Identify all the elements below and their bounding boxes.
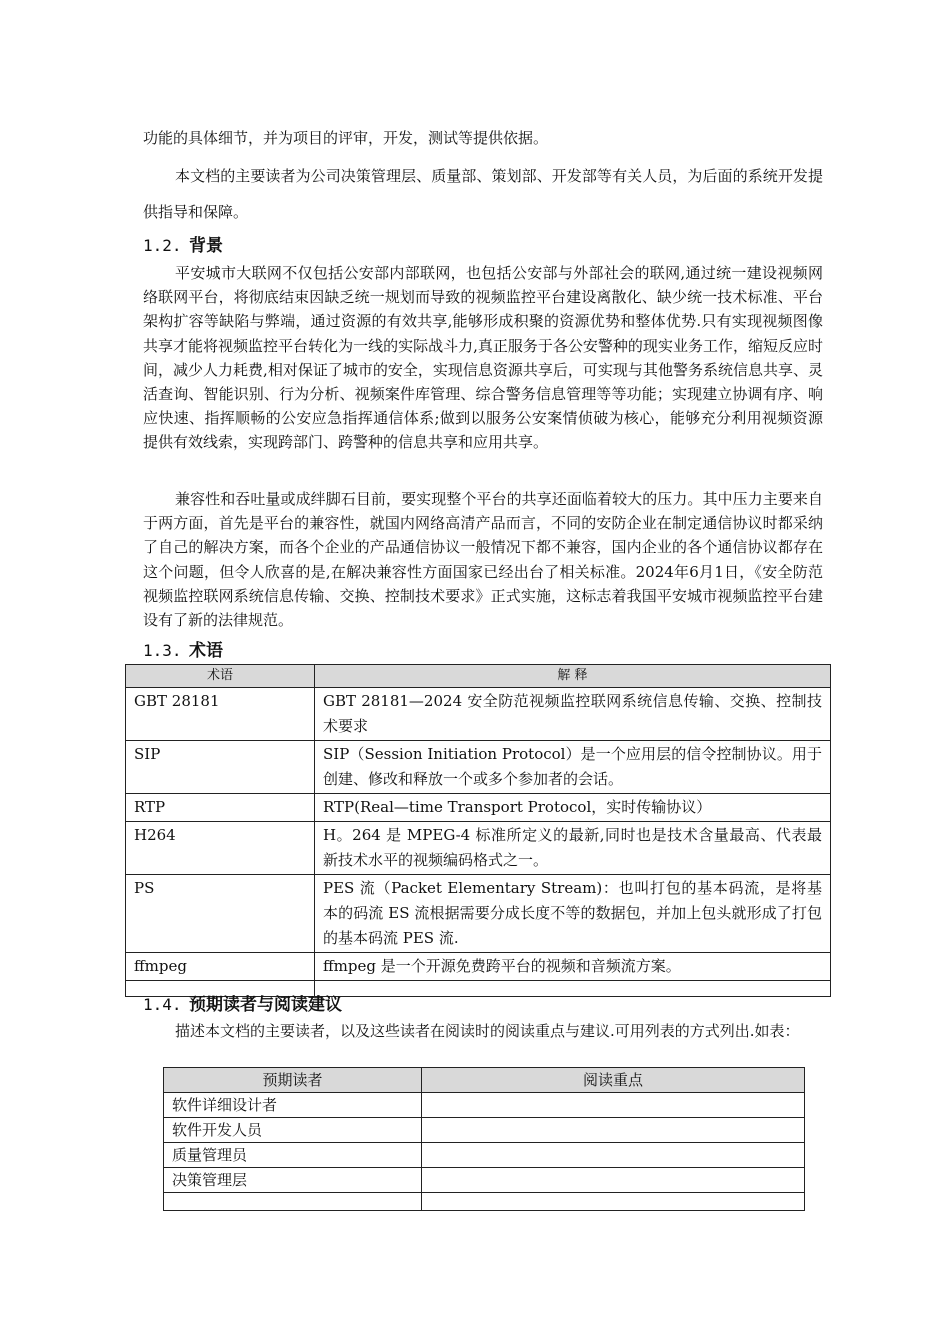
section-heading-readers [143,994,342,1016]
reader-cell [164,1193,422,1211]
description-cell: SIP（Session Initiation Protocol）是一个应用层的信令控制协议。用于创建、修改和释放一个或多个参加者的会话。 [315,741,831,794]
table-row [164,1168,805,1193]
description-cell: RTP(Real—time Transport Protocol，实时传输协议） [315,794,831,822]
term-cell: SIP [126,741,315,794]
reader-cell: 软件详细设计者 [164,1093,422,1118]
term-cell: RTP [126,794,315,822]
description-cell: PES 流（Packet Elementary Stream)：也叫打包的基本码流，是将基本的码流 ES 流根据需要分成长度不等的数据包，并加上包头就形成了打包的基本码流 PES 流. [315,875,831,953]
reader-cell: 质量管理员 [164,1143,422,1168]
terms-table [125,664,831,997]
description-cell: ffmpeg 是一个开源免费跨平台的视频和音频流方案。 [315,953,831,981]
section-heading-terms [143,640,223,662]
focus-cell [422,1093,805,1118]
term-cell: H264 [126,822,315,875]
table-row [164,1118,805,1143]
table-row [126,741,831,794]
table-row-empty [164,1193,805,1211]
description-cell [315,981,831,997]
focus-cell [422,1193,805,1211]
term-cell: GBT 28181 [126,688,315,741]
readers-table [163,1067,805,1211]
table-row [126,953,831,981]
table-header-row [126,665,831,688]
focus-cell [422,1168,805,1193]
table-row [164,1143,805,1168]
column-header-description: 解 释 [315,665,831,688]
column-header-reader: 预期读者 [164,1068,422,1093]
description-cell: H。264 是 MPEG-4 标准所定义的最新,同时也是技术含量最高、代表最新技术水平的视频编码格式之一。 [315,822,831,875]
section-number: 1.3. [143,641,182,660]
reader-cell: 决策管理层 [164,1168,422,1193]
table-row [126,688,831,741]
background-paragraph-2: 兼容性和吞吐量或成绊脚石目前，要实现整个平台的共享还面临着较大的压力。其中压力主要来自于两方面，首先是平台的兼容性，就国内网络高清产品而言，不同的安防企业在制定通信协议时都采纳了自己的解决方案，而各个企业的产品通信协议一般情况下都不兼容，国内企业的各个通信协议都存在这个问题，但令人欣喜的是,在解决兼容性方面国家已经出台了相关标准。2024年6月1日，《安全防范视频监控联网系统信息传输、交换、控制技术要求》正式实施，这标志着我国平安城市视频监控平台建设有了新的法律规范。 [143,490,823,630]
section-number: 1.2. [143,236,182,255]
background-paragraph-1: 平安城市大联网不仅包括公安部内部联网，也包括公安部与外部社会的联网,通过统一建设视频网络联网平台，将彻底结束因缺乏统一规划而导致的视频监控平台建设离散化、缺少统一技术标准、平台架构扩容等缺陷与弊端，通过资源的有效共享,能够形成积聚的资源优势和整体优势.只有实现视频图像共享才能将视频监控平台转化为一线的实际战斗力,真正服务于各公安警种的现实业务工作，缩短反应时间，减少人力耗费,相对保证了城市的安全，实现信息资源共享后，可实现与其他警务系统信息共享、灵活查询、智能识别、行为分析、视频案件库管理、综合警务信息管理等等功能；实现建立协调有序、响应快速、指挥顺畅的公安应急指挥通信体系;做到以服务公安案情侦破为核心，能够充分利用视频资源提供有效线索，实现跨部门、跨警种的信息共享和应用共享。 [143,264,823,452]
intro-paragraph: 本文档的主要读者为公司决策管理层、质量部、策划部、开发部等有关人员，为后面的系统开发提供指导和保障。 [143,167,823,221]
table-row [126,875,831,953]
table-row [164,1093,805,1118]
section-title: 术语 [189,641,223,661]
column-header-focus: 阅读重点 [422,1068,805,1093]
term-cell: ffmpeg [126,953,315,981]
section-title: 预期读者与阅读建议 [189,995,342,1015]
readers-paragraph: 描述本文档的主要读者，以及这些读者在阅读时的阅读重点与建议.可用列表的方式列出.如表： [175,1022,800,1040]
term-cell: PS [126,875,315,953]
section-number: 1.4. [143,995,182,1014]
focus-cell [422,1143,805,1168]
column-header-term: 术语 [126,665,315,688]
section-title: 背景 [189,236,223,256]
table-header-row [164,1068,805,1093]
table-row [126,794,831,822]
reader-cell: 软件开发人员 [164,1118,422,1143]
table-row [126,822,831,875]
intro-line: 功能的具体细节，并为项目的评审，开发，测试等提供依据。 [143,129,549,147]
focus-cell [422,1118,805,1143]
description-cell: GBT 28181—2024 安全防范视频监控联网系统信息传输、交换、控制技术要求 [315,688,831,741]
section-heading-background [143,235,223,257]
